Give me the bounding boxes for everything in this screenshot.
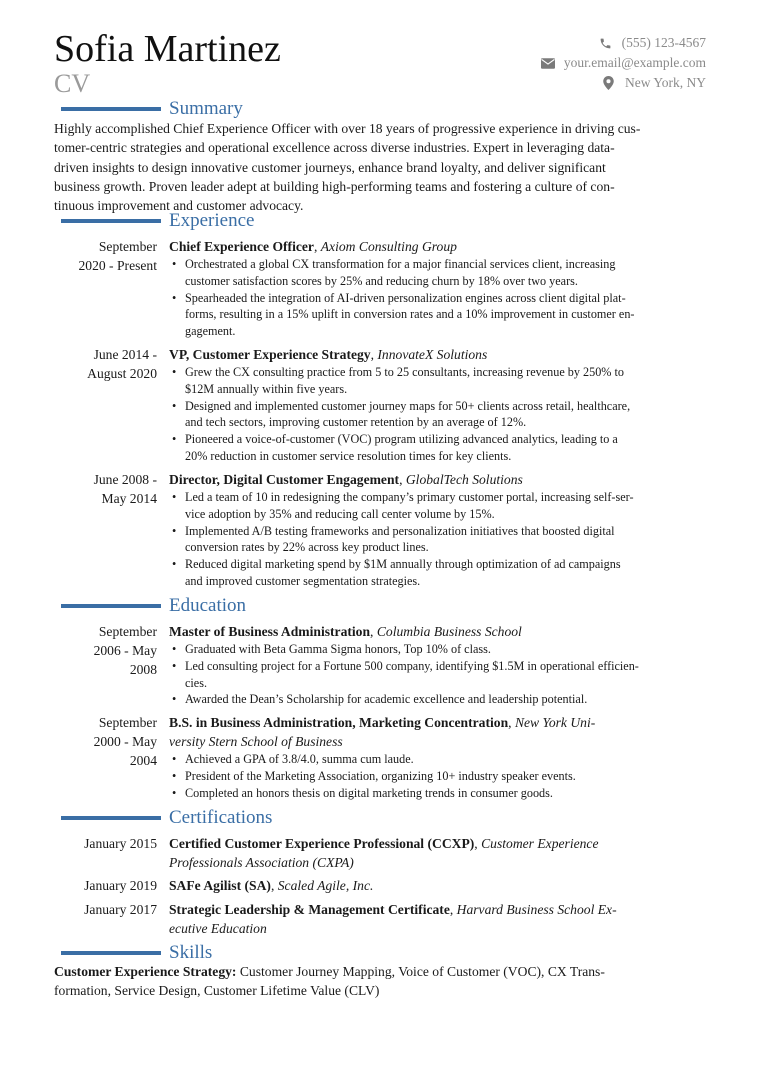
entry-heading: VP, Customer Experience Strategy, InnovateX Solutions [169,347,488,362]
entry-body [169,713,709,801]
entry-date: January 2019 [84,878,157,893]
date-line: 2008 [129,662,157,677]
bullet-item: • Grew the CX consulting practice from 5 to 25 consultants, increasing revenue by 250% to $12M annually within five years. [169,364,709,398]
entry-heading: SAFe Agilist (SA), Scaled Agile, Inc. [169,878,374,893]
date-line: September [98,715,157,730]
section-rule [61,107,161,111]
skills-line [54,962,706,981]
experience-heading [0,210,760,232]
bullet-item: • Led a team of 10 in redesigning the company’s primary customer portal, increasing self-ser- vice adoption by 35% and reducing call center volume by 15%. [169,489,709,523]
section-title: Skills [169,942,213,963]
section-title: Summary [169,98,243,119]
contact-email [540,53,706,73]
section-rule [61,604,161,608]
skill-category: Customer Experience Strategy: [54,964,237,979]
date-line: September [98,239,157,254]
job-title: Director, Digital Customer Engagement [169,472,400,487]
phone-text[interactable]: (555) 123-4567 [621,35,706,50]
entry-date: January 2015 [84,836,157,851]
bullet-list [169,489,709,590]
date-line: August 2020 [87,366,157,381]
bullet-item: • Implemented A/B testing frameworks and personalization initiatives that boosted digital conversion rates by 22% across key product lines. [169,523,709,557]
bullet-item: • Spearheaded the integration of AI-driven personalization engines across client digital plat- forms, resulting in a 15% uplift in conversion rates and a 10% improvement in customer en- gagement. [169,290,709,340]
bullet-item: • Pioneered a voice-of-customer (VOC) program utilizing advanced analytics, leading to a 20% reduction in customer service resolution times for key clients. [169,431,709,465]
job-title: VP, Customer Experience Strategy [169,347,371,362]
degree: B.S. in Business Administration, Marketing Concentration [169,715,509,730]
section-rule [61,951,161,955]
date-line: 2006 - May [93,643,157,658]
entry-heading-cont [169,919,709,938]
entry-heading: Master of Business Administration, Columbia Business School [169,624,522,639]
entry-heading-cont [169,732,709,751]
map-pin-icon [601,76,617,90]
entry-heading: Chief Experience Officer, Axiom Consulting Group [169,239,457,254]
bullet-item: • Reduced digital marketing spend by $1M annually through optimization of ad campaigns and improved customer segmentation strategies. [169,556,709,590]
bullet-item: • Led consulting project for a Fortune 500 company, identifying $1.5M in operational efficien- cies. [169,658,709,692]
date-line: June 2008 - [93,472,157,487]
email-link[interactable]: your.email@example.com [563,55,706,70]
contact-phone [540,33,706,53]
issuer: Scaled Agile, Inc. [277,878,374,893]
entry-date [54,713,157,770]
summary-line: business growth. Proven leader adept at building high-performing teams and fostering a culture of con- [54,178,615,194]
certificate-name: Certified Customer Experience Professional (CCXP) [169,836,475,851]
summary-heading [0,98,760,120]
summary-line: driven insights to design innovative customer journeys, enhance brand loyalty, and deliver significant [54,159,606,175]
issuer: Customer Experience [481,836,599,851]
envelope-icon [540,58,556,69]
bullet-item: • Graduated with Beta Gamma Sigma honors, Top 10% of class. [169,641,709,658]
date-line: 2004 [129,753,157,768]
skills-text [54,962,706,1001]
date-line: September [98,624,157,639]
summary-line: Highly accomplished Chief Experience Officer with over 18 years of progressive experience in driving cus- [54,121,641,136]
organization: InnovateX Solutions [377,347,488,362]
candidate-name: Sofia Martinez [54,28,281,70]
contact-location [540,73,706,93]
organization: GlobalTech Solutions [405,472,523,487]
bullet-item: • Completed an honors thesis on digital marketing trends in consumer goods. [169,785,709,802]
degree: Master of Business Administration [169,624,371,639]
entry-body [169,237,709,340]
entry-date [54,237,157,275]
organization: Axiom Consulting Group [320,239,457,254]
entry-body [169,470,709,590]
entry-heading: Strategic Leadership & Management Certificate, Harvard Business School Ex- [169,902,617,917]
entry-date: January 2017 [84,902,157,917]
date-line: May 2014 [101,491,157,506]
phone-icon [598,37,614,50]
bullet-item: • Orchestrated a global CX transformation for a major financial services client, increasing customer satisfaction scores by 25% and reducing churn by 18% over two years. [169,256,709,290]
section-rule [61,219,161,223]
section-title: Certifications [169,807,273,828]
entry-date [54,345,157,383]
entry-heading: B.S. in Business Administration, Marketing Concentration, New York Uni- [169,715,596,730]
entry-date [54,622,157,679]
entry-heading: Director, Digital Customer Engagement, GlobalTech Solutions [169,472,523,487]
skill-list: Customer Journey Mapping, Voice of Customer (VOC), CX Trans- [236,964,605,979]
summary-line: tinuous improvement and customer advocacy. [54,198,304,214]
bullet-list [169,751,709,801]
bullet-item: • President of the Marketing Association, organizing 10+ industry speaker events. [169,768,709,785]
certificate-name: SAFe Agilist (SA) [169,878,271,893]
issuer: Harvard Business School Ex- [456,902,617,917]
institution: New York Uni- [514,715,596,730]
skills-heading [0,942,760,964]
job-title: Chief Experience Officer [169,239,314,254]
entry-body [169,345,709,465]
institution-cont: versity Stern School of Business [169,734,343,749]
issuer-cont: Professionals Association (CXPA) [169,855,354,870]
summary-line: tomer-centric strategies and operational excellence across diverse industries. Expert in leveraging data- [54,140,615,156]
section-rule [61,816,161,820]
bullet-item: • Achieved a GPA of 3.8/4.0, summa cum laude. [169,751,709,768]
education-heading [0,595,760,617]
section-title: Experience [169,210,255,231]
institution: Columbia Business School [376,624,522,639]
bullet-list [169,364,709,465]
entry-body [169,834,709,872]
location-text: New York, NY [624,75,706,90]
entry-date [54,470,157,508]
summary-text [54,119,706,215]
contact-block [540,33,706,93]
bullet-list [169,256,709,340]
date-line: 2000 - May [93,734,157,749]
bullet-item: • Designed and implemented customer journey maps for 50+ clients across retail, healthcare, and tech sectors, improving customer retention by an average of 12%. [169,398,709,432]
certifications-heading [0,807,760,829]
bullet-item: • Awarded the Dean’s Scholarship for academic excellence and leadership potential. [169,691,709,708]
entry-body [169,900,709,938]
bullet-list [169,641,709,708]
date-line: 2020 - Present [78,258,157,273]
section-title: Education [169,595,247,616]
date-line: June 2014 - [93,347,157,362]
entry-body [169,876,709,895]
issuer-cont: ecutive Education [169,921,267,936]
skills-line: formation, Service Design, Customer Lifetime Value (CLV) [54,983,380,999]
entry-heading: Certified Customer Experience Professional (CCXP), Customer Experience [169,836,599,851]
entry-body [169,622,709,708]
certificate-name: Strategic Leadership & Management Certificate [169,902,450,917]
entry-heading-cont [169,853,709,872]
document-subtitle: CV [54,69,91,98]
